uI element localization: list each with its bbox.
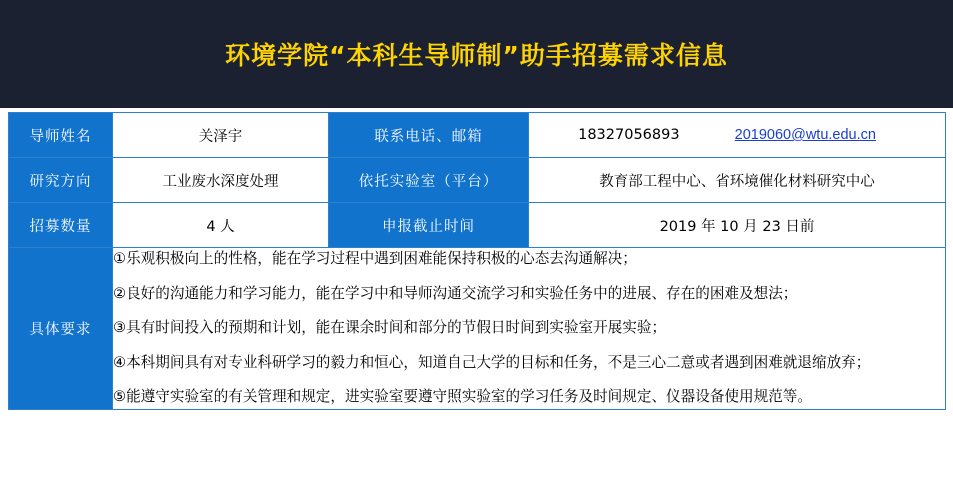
- table-row: [9, 158, 946, 203]
- row-value-advisor-name: 关泽宇: [113, 113, 329, 158]
- list-item: ④本科期间具有对专业科研学习的毅力和恒心，知道自己大学的目标和任务，不是三心二意或者遇到困难就退缩放弃；: [113, 353, 871, 371]
- table-row: [9, 113, 946, 158]
- row-value-deadline: 2019 年 10 月 23 日前: [529, 203, 946, 248]
- requirements-list: [113, 248, 946, 410]
- row-label-advisor-name: 导师姓名: [9, 113, 113, 158]
- list-item: ③具有时间投入的预期和计划，能在课余时间和部分的节假日时间到实验室开展实验；: [113, 319, 667, 337]
- document-header: [0, 0, 953, 108]
- email-link[interactable]: 2019060@wtu.edu.cn: [734, 127, 876, 143]
- row-value-contact: [529, 113, 946, 158]
- phone-number: 18327056893: [578, 127, 680, 143]
- row-label-contact: 联系电话、邮箱: [329, 113, 529, 158]
- table-row-requirements: [9, 248, 946, 410]
- contact-group: [529, 113, 945, 157]
- row-label-deadline: 申报截止时间: [329, 203, 529, 248]
- recruitment-info-table: [8, 112, 946, 410]
- row-label-requirements: 具体要求: [9, 248, 113, 410]
- page-title: 环境学院“本科生导师制”助手招募需求信息: [225, 41, 728, 70]
- row-label-research-direction: 研究方向: [9, 158, 113, 203]
- list-item: ②良好的沟通能力和学习能力，能在学习中和导师沟通交流学习和实验任务中的进展、存在的困难及想法；: [113, 284, 798, 302]
- row-label-lab-platform: 依托实验室（平台）: [329, 158, 529, 203]
- table-row: [9, 203, 946, 248]
- list-item: ⑤能遵守实验室的有关管理和规定，进实验室要遵守照实验室的学习任务及时间规定、仪器设备使用规范等。: [113, 388, 812, 406]
- email-wrapper: [729, 127, 945, 143]
- row-value-recruit-count: 4 人: [113, 203, 329, 248]
- row-value-lab-platform: 教育部工程中心、省环境催化材料研究中心: [529, 158, 946, 203]
- row-label-recruit-count: 招募数量: [9, 203, 113, 248]
- row-value-research-direction: 工业废水深度处理: [113, 158, 329, 203]
- list-item: ①乐观积极向上的性格，能在学习过程中遇到困难能保持积极的心态去沟通解决；: [113, 250, 637, 267]
